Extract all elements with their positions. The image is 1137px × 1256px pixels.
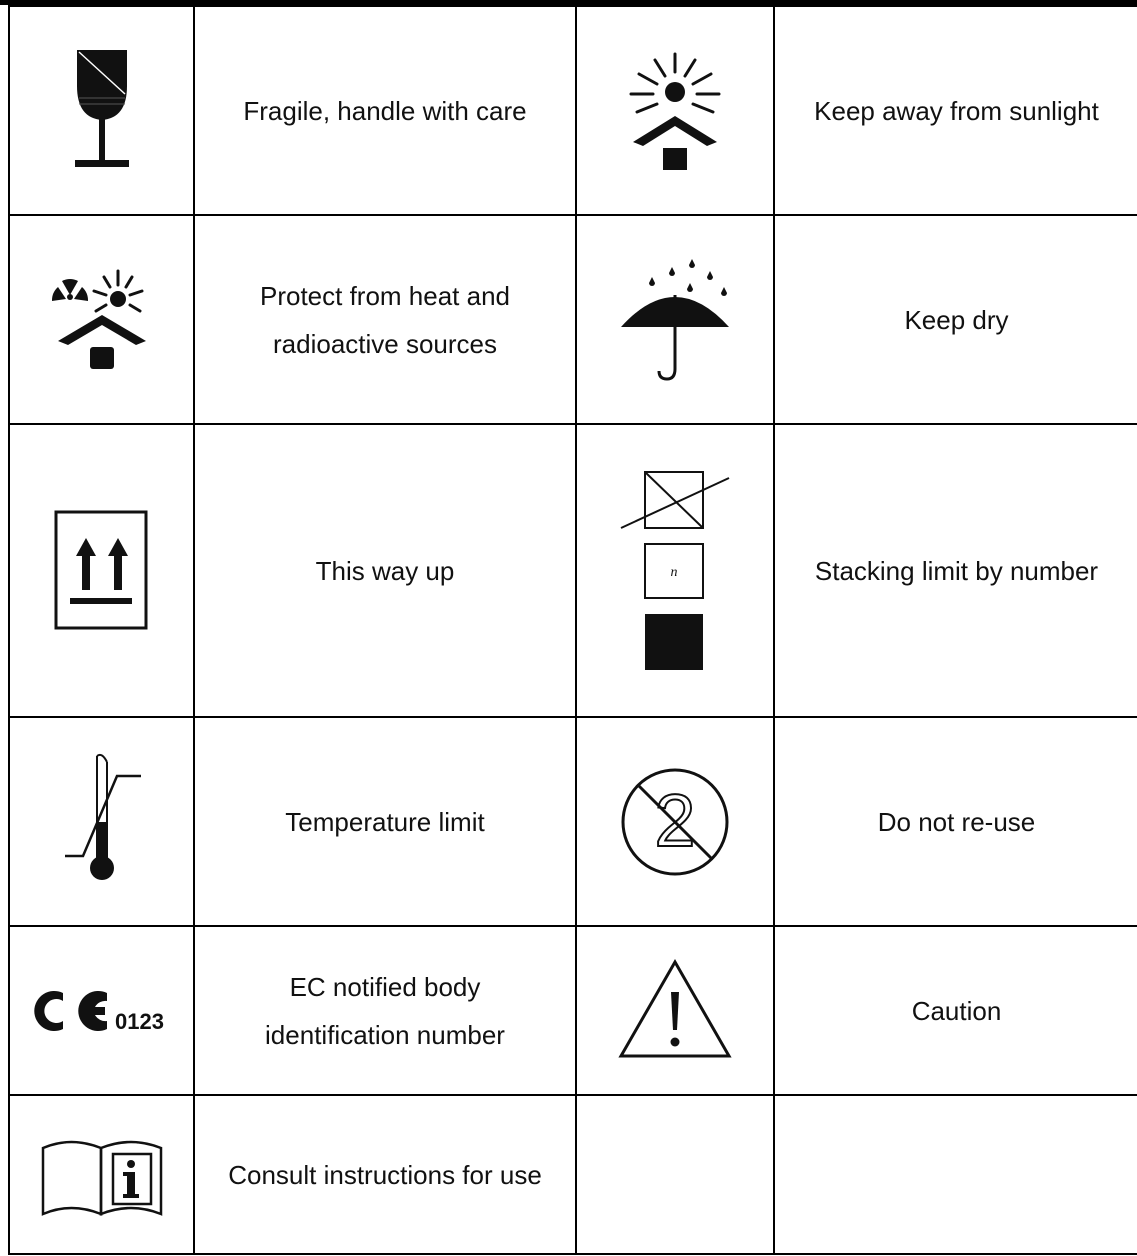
do-not-reuse-number-text: 2 xyxy=(654,778,696,862)
stacking-limit-icon xyxy=(615,466,735,676)
symbol-cell xyxy=(9,717,194,926)
symbol-description xyxy=(774,717,1137,926)
symbol-description xyxy=(774,926,1137,1095)
symbol-label: EC notified body identification number xyxy=(265,971,505,1050)
symbol-cell xyxy=(576,215,774,424)
symbol-label: Caution xyxy=(911,995,1002,1026)
symbol-description xyxy=(194,926,576,1095)
symbol-label: Fragile, handle with care xyxy=(243,95,527,126)
symbol-label: Keep away from sunlight xyxy=(814,95,1099,126)
symbol-label: Keep dry xyxy=(904,304,1009,335)
symbol-description xyxy=(774,424,1137,717)
table-row xyxy=(9,215,1137,424)
symbol-description xyxy=(774,6,1137,215)
keep-away-from-sunlight-icon xyxy=(615,46,735,176)
symbol-label: This way up xyxy=(315,555,455,586)
symbol-description xyxy=(194,424,576,717)
symbol-cell xyxy=(9,1095,194,1254)
fragile-glass-icon xyxy=(67,46,137,176)
notified-body-number-text: 0123 xyxy=(114,1008,164,1034)
symbol-cell xyxy=(576,926,774,1095)
consult-instructions-icon xyxy=(37,1130,167,1220)
temperature-limit-icon xyxy=(57,752,147,892)
empty-cell xyxy=(576,1095,774,1254)
symbol-cell xyxy=(9,424,194,717)
protect-from-heat-radioactive-icon xyxy=(42,265,162,375)
symbol-cell xyxy=(576,717,774,926)
do-not-reuse-icon xyxy=(615,762,735,882)
symbol-cell xyxy=(9,6,194,215)
table-row xyxy=(9,6,1137,215)
symbol-cell xyxy=(9,926,194,1095)
symbol-description xyxy=(194,215,576,424)
symbol-label: Protect from heat and radioactive sources xyxy=(259,280,511,359)
symbol-cell xyxy=(576,6,774,215)
symbol-label: Do not re-use xyxy=(877,806,1036,837)
keep-dry-umbrella-icon xyxy=(615,255,735,385)
table-row xyxy=(9,424,1137,717)
symbol-label: Temperature limit xyxy=(285,806,485,837)
symbol-label: Consult instructions for use xyxy=(228,1159,542,1190)
this-way-up-icon xyxy=(52,506,152,636)
empty-cell xyxy=(774,1095,1137,1254)
table-row xyxy=(9,926,1137,1095)
stacking-number-text: n xyxy=(670,564,678,580)
table-row xyxy=(9,717,1137,926)
table-row xyxy=(9,1095,1137,1254)
symbol-cell xyxy=(9,215,194,424)
symbol-description xyxy=(194,6,576,215)
symbol-description xyxy=(194,1095,576,1254)
symbol-label: Stacking limit by number xyxy=(814,555,1099,586)
ce-mark-icon xyxy=(27,981,177,1041)
symbol-description xyxy=(774,215,1137,424)
symbols-table xyxy=(8,5,1137,1255)
symbol-cell xyxy=(576,424,774,717)
caution-icon xyxy=(615,956,735,1066)
symbol-description xyxy=(194,717,576,926)
